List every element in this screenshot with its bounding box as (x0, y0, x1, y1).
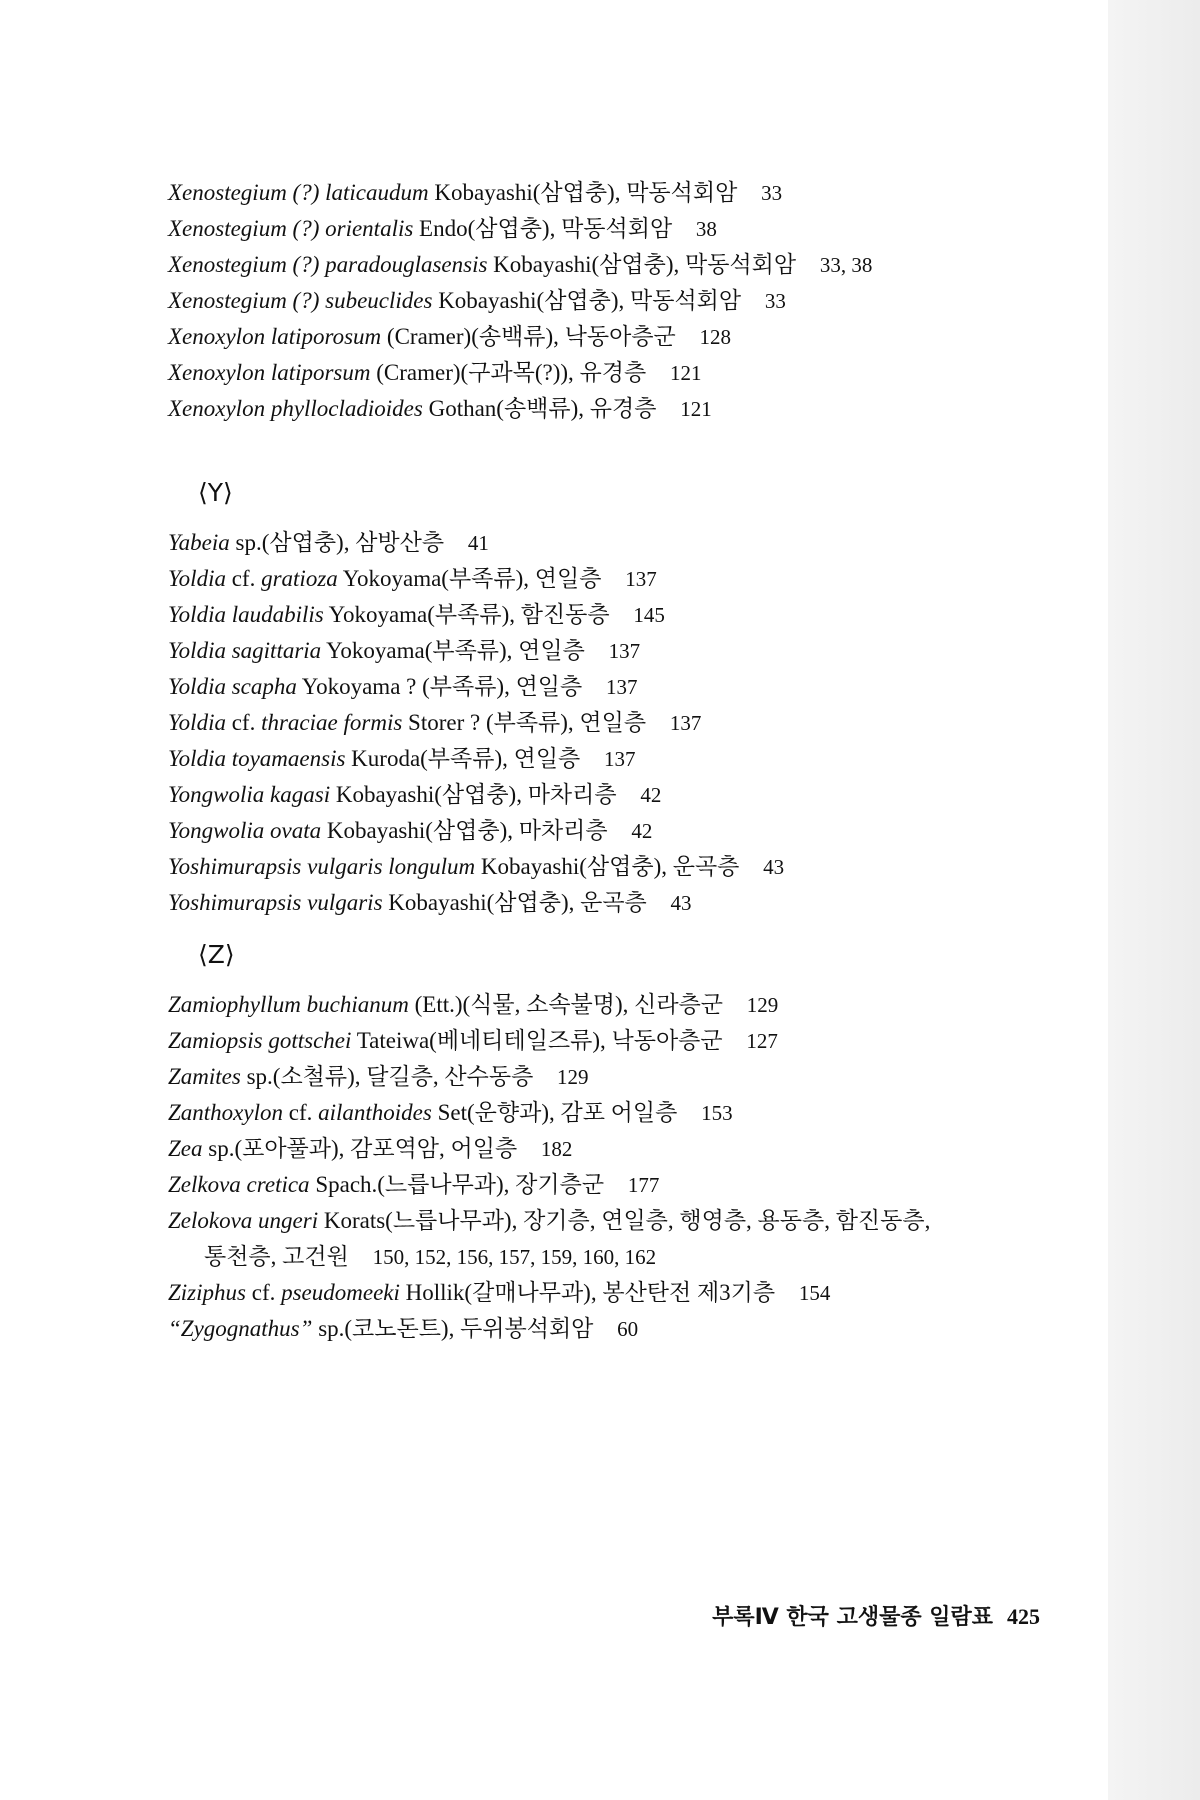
species-name: Xenostegium (?) paradouglasensis (168, 252, 488, 277)
species-entry (168, 777, 1088, 813)
page-refs: 129 (746, 993, 779, 1017)
species-name: Zelokova ungeri (168, 1208, 319, 1233)
page-refs: 129 (557, 1065, 589, 1089)
species-name: Xenoxylon latiporsum (168, 360, 371, 385)
entry-details: Yokoyama ? (부족류), 연일층 (301, 674, 583, 699)
page-refs: 182 (540, 1137, 573, 1161)
species-name: Zamites (168, 1064, 241, 1089)
page-refs: 43 (763, 855, 785, 879)
page-refs: 33 (761, 181, 783, 205)
species-name: Xenoxylon latiporosum (168, 324, 382, 349)
species-name: Yoshimurapsis vulgaris (168, 890, 383, 915)
species-entry (168, 633, 1088, 669)
species-name: Yoldia (168, 566, 226, 591)
page-refs: 137 (625, 567, 657, 591)
species-name: Zanthoxylon (168, 1100, 283, 1125)
species-name: Yongwolia ovata (168, 818, 322, 843)
species-name: Yoldia scapha (168, 674, 297, 699)
entry-details: sp.(코노돈트), 두위봉석회암 (318, 1316, 594, 1341)
species-entry (168, 1167, 1088, 1203)
page-refs: 153 (701, 1101, 733, 1125)
page-refs: 60 (617, 1317, 639, 1341)
page-refs: 128 (699, 325, 732, 349)
section-x (168, 175, 1088, 427)
species-entry (168, 391, 1088, 427)
species-name: Yabeia (168, 530, 230, 555)
entry-details: (Cramer)(구과목(?)), 유경층 (376, 360, 647, 385)
species-name: Yoldia sagittaria (168, 638, 322, 663)
species-epithet: thraciae formis (261, 710, 403, 735)
species-entry (168, 1203, 1088, 1239)
species-entry (168, 1023, 1088, 1059)
species-entry (168, 1275, 1088, 1311)
species-epithet: gratioza (261, 566, 338, 591)
entry-details: (Ett.)(식물, 소속불명), 신라층군 (414, 992, 724, 1017)
entry-details: 통천층, 고건원 (204, 1244, 349, 1269)
species-name: Yongwolia kagasi (168, 782, 331, 807)
entry-details: Kobayashi(삼엽충), 막동석회암 (434, 180, 738, 205)
page-refs: 42 (631, 819, 653, 843)
page-refs: 41 (467, 531, 489, 555)
section-heading-z: ⟨Z⟩ (198, 940, 235, 969)
entry-details: cf. (231, 710, 256, 735)
species-entry (168, 669, 1088, 705)
entry-list (168, 987, 1088, 1347)
page-number: 425 (1007, 1604, 1040, 1629)
page-refs: 145 (633, 603, 665, 627)
species-name: Xenostegium (?) laticaudum (168, 180, 429, 205)
species-entry (168, 1311, 1088, 1347)
page-refs: 43 (670, 891, 692, 915)
page-refs: 38 (695, 217, 717, 241)
page-refs: 177 (627, 1173, 660, 1197)
entry-details: Yokoyama(부족류), 연일층 (326, 638, 585, 663)
species-entry (168, 175, 1088, 211)
species-entry (168, 1059, 1088, 1095)
entry-details: Kobayashi(삼엽충), 막동석회암 (493, 252, 797, 277)
species-entry (168, 987, 1088, 1023)
entry-details: cf. (251, 1280, 276, 1305)
species-entry (168, 211, 1088, 247)
entry-details: cf. (231, 566, 256, 591)
species-entry (168, 705, 1088, 741)
entry-details: Kobayashi(삼엽충), 막동석회암 (438, 288, 742, 313)
section-heading-y: ⟨Y⟩ (198, 478, 233, 507)
species-entry (168, 319, 1088, 355)
page-refs: 121 (680, 397, 712, 421)
species-entry (168, 1095, 1088, 1131)
page-refs: 137 (604, 747, 636, 771)
entry-details-2: Set(운향과), 감포 어일층 (437, 1100, 678, 1125)
species-entry (168, 355, 1088, 391)
entry-details: Kobayashi(삼엽충), 운곡층 (480, 854, 740, 879)
species-entry (168, 813, 1088, 849)
entry-details: sp.(소철류), 달길층, 산수동층 (246, 1064, 534, 1089)
species-name: Zamiophyllum buchianum (168, 992, 409, 1017)
entry-details: Korats(느릅나무과), 장기층, 연일층, 행영층, 용동층, 함진동층, (323, 1208, 931, 1233)
entry-details: Spach.(느릅나무과), 장기층군 (315, 1172, 605, 1197)
entry-list (168, 175, 1088, 427)
entry-details: Yokoyama(부족류), 함진동층 (328, 602, 610, 627)
entry-details: Gothan(송백류), 유경층 (428, 396, 657, 421)
entry-details: Tateiwa(베네티테일즈류), 낙동아층군 (356, 1028, 723, 1053)
page-refs: 137 (669, 711, 702, 735)
entry-details: Kuroda(부족류), 연일층 (351, 746, 581, 771)
species-name: Zea (168, 1136, 203, 1161)
entry-details-2: Storer ? (부족류), 연일층 (408, 710, 647, 735)
page-footer (640, 1600, 1040, 1631)
page-refs: 150, 152, 156, 157, 159, 160, 162 (372, 1245, 657, 1269)
entry-details: Endo(삼엽충), 막동석회암 (419, 216, 673, 241)
species-name: “Zygognathus” (168, 1316, 313, 1341)
species-name: Zelkova cretica (168, 1172, 310, 1197)
page-refs: 33 (764, 289, 786, 313)
page-refs: 137 (605, 675, 638, 699)
page-refs: 154 (798, 1281, 831, 1305)
species-entry (168, 849, 1088, 885)
entry-details: cf. (288, 1100, 313, 1125)
species-name: Yoldia (168, 710, 226, 735)
page-refs: 127 (746, 1029, 778, 1053)
species-name: Yoldia toyamaensis (168, 746, 346, 771)
species-name: Yoshimurapsis vulgaris longulum (168, 854, 476, 879)
species-epithet: ailanthoides (318, 1100, 432, 1125)
entry-details: Kobayashi(삼엽충), 마차리층 (326, 818, 608, 843)
section-z (168, 915, 1088, 1347)
page-refs: 121 (669, 361, 702, 385)
species-name: Xenoxylon phyllocladioides (168, 396, 423, 421)
entry-details: sp.(삼엽충), 삼방산층 (235, 530, 445, 555)
species-entry (168, 1131, 1088, 1167)
species-name: Ziziphus (168, 1280, 246, 1305)
entry-details: sp.(포아풀과), 감포역암, 어일층 (208, 1136, 518, 1161)
running-title: 부록Ⅳ 한국 고생물종 일람표 (712, 1605, 993, 1630)
species-epithet: pseudomeeki (281, 1280, 400, 1305)
species-entry (168, 525, 1088, 561)
entry-details-2: Hollik(갈매나무과), 봉산탄전 제3기층 (405, 1280, 776, 1305)
entry-details-2: Yokoyama(부족류), 연일층 (342, 566, 602, 591)
entry-details: (Cramer)(송백류), 낙동아층군 (386, 324, 676, 349)
species-entry (168, 597, 1088, 633)
page-refs: 42 (640, 783, 662, 807)
species-name: Yoldia laudabilis (168, 602, 324, 627)
species-name: Xenostegium (?) subeuclides (168, 288, 433, 313)
species-entry (168, 561, 1088, 597)
entry-list (168, 525, 1088, 921)
section-y (168, 453, 1088, 921)
page-refs: 137 (608, 639, 641, 663)
species-name: Zamiopsis gottschei (168, 1028, 352, 1053)
entry-continuation (168, 1239, 1088, 1275)
entry-details: Kobayashi(삼엽충), 마차리층 (335, 782, 617, 807)
entry-details: Kobayashi(삼엽충), 운곡층 (388, 890, 647, 915)
species-entry (168, 741, 1088, 777)
species-entry (168, 283, 1088, 319)
species-entry (168, 247, 1088, 283)
species-name: Xenostegium (?) orientalis (168, 216, 414, 241)
page-refs: 33, 38 (819, 253, 873, 277)
